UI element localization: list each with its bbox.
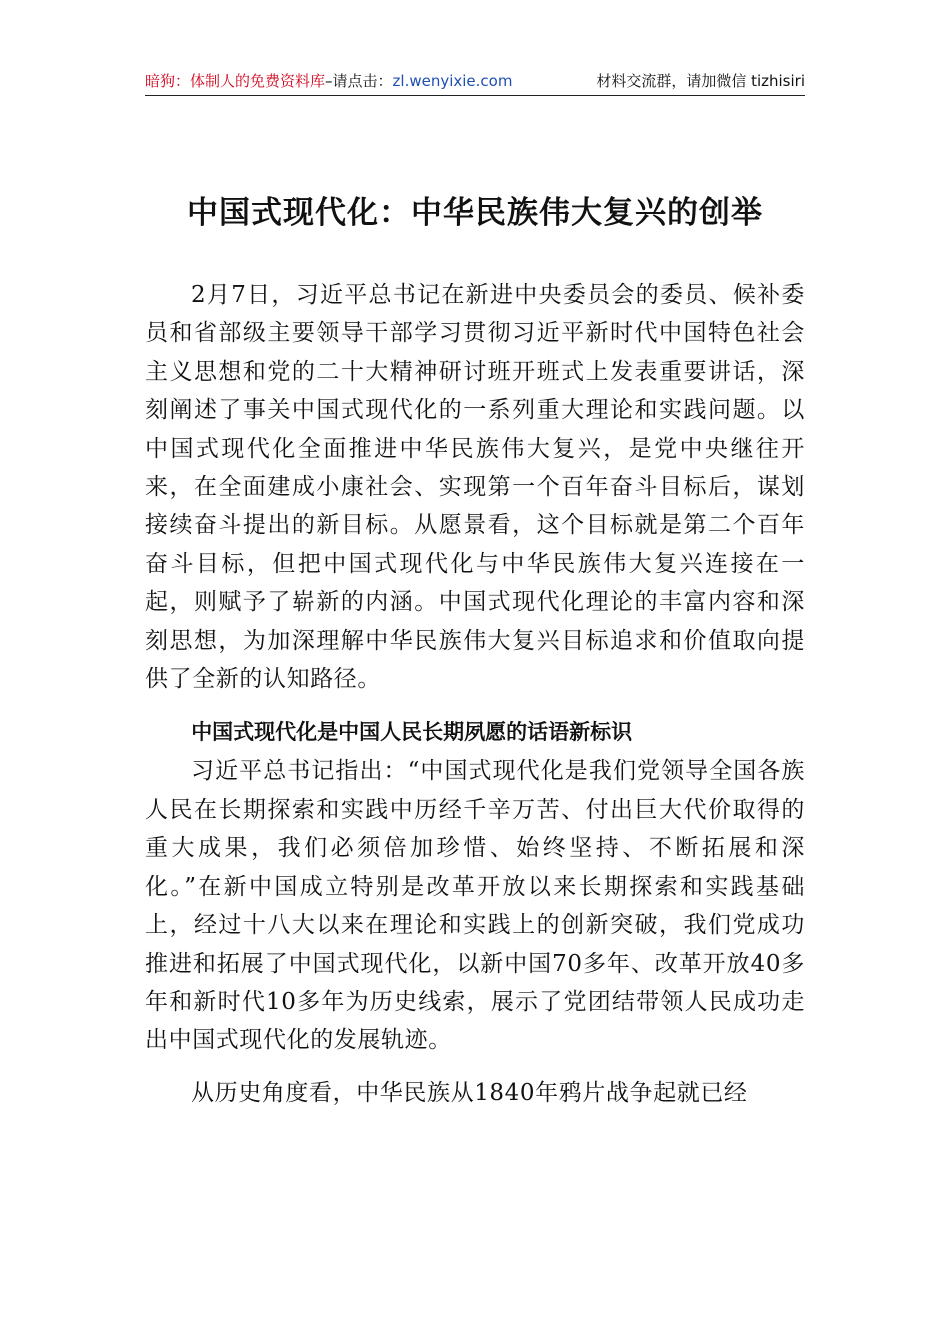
page-header (145, 70, 805, 94)
header-divider (145, 95, 805, 96)
header-link[interactable]: zl.wenyixie.com (392, 72, 513, 90)
header-brand: 暗狗：体制人的免费资料库 (145, 72, 326, 90)
paragraph-gap (145, 1060, 805, 1074)
document-body (145, 276, 805, 1112)
header-prompt: –请点击： (325, 72, 393, 90)
paragraph-history: 从历史角度看，中华民族从1840年鸦片战争起就已经 (191, 1079, 748, 1106)
section-heading: 中国式现代化是中国人民长期夙愿的话语新标识 (191, 720, 633, 745)
header-left (145, 70, 512, 94)
paragraph-gap (145, 698, 805, 712)
paragraph-intro: 2月7日，习近平总书记在新进中央委员会的委员、候补委员和省部级主要领导干部学习贯彻习近平新时代中国特色社会主义思想和党的二十大精神研讨班开班式上发表重要讲话，深刻阐述了事关中国式现代化的一系列重大理论和实践问题。以中国式现代化全面推进中华民族伟大复兴，是党中央继往开来，在全面建成小康社会、实现第一个百年奋斗目标后，谋划接续奋斗提出的新目标。从愿景看，这个目标就是第二个百年奋斗目标，但把中国式现代化与中华民族伟大复兴连接在一起，则赋予了崭新的内涵。中国式现代化理论的丰富内容和深刻思想，为加深理解中华民族伟大复兴目标追求和价值取向提供了全新的认知路径。 (145, 282, 805, 693)
document-title: 中国式现代化：中华民族伟大复兴的创举 (187, 194, 763, 231)
paragraph-quote: 习近平总书记指出：“中国式现代化是我们党领导全国各族人民在长期探索和实践中历经千辛万苦、付出巨大代价取得的重大成果，我们必须倍加珍惜、始终坚持、不断拓展和深化。”在新中国成立特别是改革开放以来长期探索和实践基础上，经过十八大以来在理论和实践上的创新突破，我们党成功推进和拓展了中国式现代化，以新中国70多年、改革开放40多年和新时代10多年为历史线索，展示了党团结带领人民成功走出中国式现代化的发展轨迹。 (145, 758, 805, 1054)
header-wechat: 材料交流群，请加微信 tizhisiri (596, 72, 805, 90)
